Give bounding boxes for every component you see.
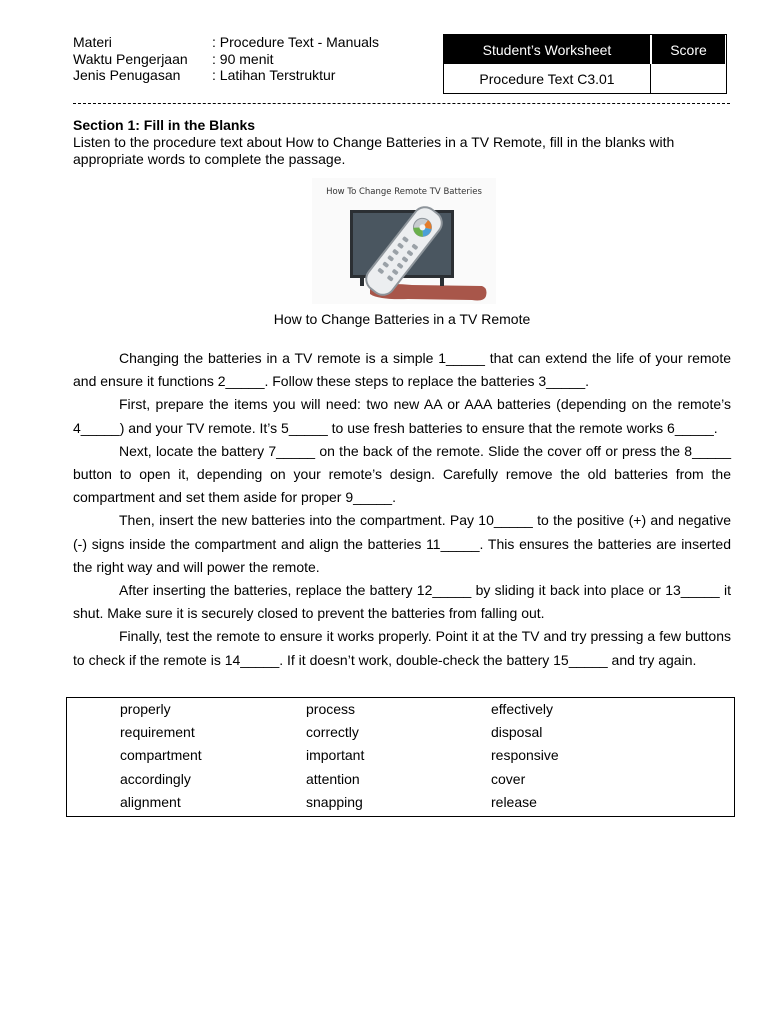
word-bank-item: alignment	[120, 793, 181, 810]
meta-value: : Procedure Text - Manuals	[212, 34, 380, 50]
word-bank-item: disposal	[491, 724, 543, 741]
word-bank-item: requirement	[120, 724, 195, 741]
word-bank-item: properly	[120, 701, 171, 717]
worksheet-meta	[73, 34, 379, 84]
word-bank-item: correctly	[306, 724, 359, 741]
score-field[interactable]	[650, 64, 726, 93]
word-bank-column	[491, 698, 559, 814]
word-bank-box	[66, 697, 735, 817]
worksheet-score-box	[443, 34, 727, 94]
illustration-title: How To Change Remote TV Batteries	[326, 187, 482, 197]
section-title: Section 1: Fill in the Blanks	[73, 117, 256, 133]
score-heading: Score	[652, 35, 725, 64]
tv-stand	[440, 278, 444, 286]
passage-paragraph: Then, insert the new batteries into the compartment. Pay 10_____ to the positive (+) and negative (-) signs inside the compartment and align the batteries 11_____. This ensures the batteries are inserted the right way and will power the remote.	[73, 512, 731, 575]
illustration-caption: How to Change Batteries in a TV Remote	[273, 311, 531, 327]
word-bank-column	[306, 698, 364, 814]
section-instructions: Listen to the procedure text about How to Change Batteries in a TV Remote, fill in the blanks with appropriate words to complete the passage.	[73, 134, 675, 167]
word-bank-item: process	[306, 701, 356, 717]
passage-paragraph: After inserting the batteries, replace the battery 12_____ by sliding it back into place or 13_____ it shut. Make sure it is securely closed to prevent the batteries from falling out.	[73, 582, 731, 622]
meta-value: : 90 menit	[212, 50, 274, 67]
worksheet-heading: Student’s Worksheet	[444, 35, 650, 64]
dashed-divider	[73, 103, 730, 104]
meta-row-waktu	[73, 51, 379, 68]
word-bank-item: accordingly	[120, 770, 191, 787]
word-bank-item: effectively	[491, 701, 553, 717]
passage-paragraph: Finally, test the remote to ensure it works properly. Point it at the TV and try pressing a few buttons to check if the remote is 14_____. If it doesn’t work, double-check the battery 15_____ and try again.	[73, 628, 731, 668]
meta-label: Waktu Pengerjaan	[73, 50, 188, 67]
word-bank-item: responsive	[491, 747, 559, 764]
passage-paragraph: Changing the batteries in a TV remote is a simple 1_____ that can extend the life of your remote and ensure it functions 2_____. Follow these steps to replace the batteries 3_____.	[73, 350, 731, 390]
word-bank-item: attention	[306, 770, 360, 787]
word-bank-column	[120, 698, 202, 814]
word-bank-item: release	[491, 793, 537, 810]
word-bank-item: compartment	[120, 747, 202, 764]
tv-remote-illustration	[312, 178, 496, 304]
word-bank-item: snapping	[306, 793, 363, 810]
meta-label: Materi	[73, 34, 112, 50]
passage-paragraph: Next, locate the battery 7_____ on the back of the remote. Slide the cover off or press the 8_____ button to open it, depending on your remote’s design. Carefully remove the old batteries from the compartment and set them aside for proper 9_____.	[73, 442, 731, 506]
meta-row-materi	[73, 34, 379, 51]
meta-value: : Latihan Terstruktur	[212, 67, 336, 83]
meta-row-jenis	[73, 67, 379, 84]
tv-stand	[360, 278, 364, 286]
meta-label: Jenis Penugasan	[73, 67, 181, 83]
word-bank-item: important	[306, 747, 365, 764]
fill-in-passage	[73, 347, 731, 672]
worksheet-code: Procedure Text C3.01	[479, 71, 615, 87]
word-bank-item: cover	[491, 770, 526, 787]
passage-paragraph: First, prepare the items you will need: two new AA or AAA batteries (depending on the remote’s 4_____) and your TV remote. It’s 5_____ to use fresh batteries to ensure that the remote works 6_____.	[73, 396, 731, 436]
